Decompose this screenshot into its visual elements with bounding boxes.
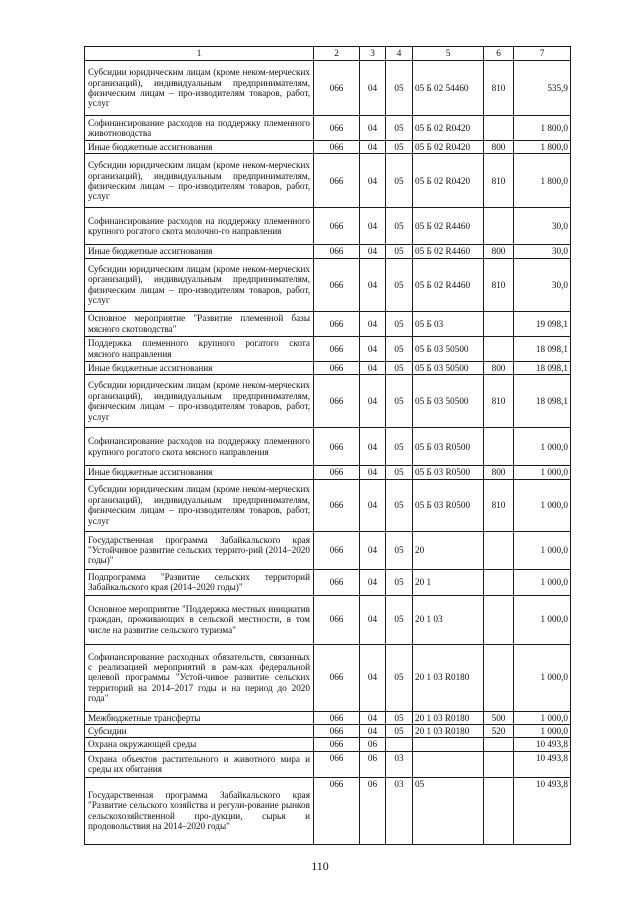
row-amount: 18 098,1 <box>514 375 571 428</box>
table-row <box>85 595 571 644</box>
row-ministry-code: 066 <box>314 725 360 738</box>
row-subsection: 05 <box>386 466 413 479</box>
row-section: 04 <box>360 258 386 311</box>
row-ministry-code: 066 <box>314 311 360 336</box>
row-ministry-code: 066 <box>314 245 360 258</box>
table-row <box>85 336 571 361</box>
row-expense-type <box>484 777 514 844</box>
row-subsection <box>386 738 413 751</box>
row-amount: 1 800,0 <box>514 116 571 141</box>
table-row <box>85 141 571 154</box>
row-name: Субсидии юридическим лицам (кроме неком-мерческих организаций), индивидуальным предпринимателям, физическим лицам – про-изводителям товаров, работ, услуг <box>85 375 314 428</box>
row-name: Софинансирование расходов на поддержку племенного крупного рогатого скота мясного направления <box>85 428 314 466</box>
column-header: 2 <box>314 47 360 61</box>
row-target-article: 05 Б 03 R0500 <box>413 428 484 466</box>
column-header: 1 <box>85 47 314 61</box>
table-row <box>85 208 571 245</box>
row-expense-type: 500 <box>484 711 514 724</box>
budget-table <box>84 46 571 845</box>
table-row <box>85 375 571 428</box>
row-subsection: 03 <box>386 751 413 777</box>
row-ministry-code: 066 <box>314 361 360 374</box>
table-row <box>85 361 571 374</box>
row-section: 04 <box>360 428 386 466</box>
table-row <box>85 61 571 116</box>
table-row <box>85 258 571 311</box>
row-ministry-code: 066 <box>314 466 360 479</box>
row-expense-type: 810 <box>484 154 514 208</box>
table-row <box>85 154 571 208</box>
row-subsection: 05 <box>386 154 413 208</box>
row-ministry-code: 066 <box>314 777 360 844</box>
row-expense-type: 800 <box>484 245 514 258</box>
row-expense-type: 810 <box>484 258 514 311</box>
row-target-article: 05 Б 02 R4460 <box>413 208 484 245</box>
row-expense-type: 800 <box>484 141 514 154</box>
row-section: 04 <box>360 154 386 208</box>
row-subsection: 05 <box>386 258 413 311</box>
row-subsection: 05 <box>386 595 413 644</box>
row-ministry-code: 066 <box>314 154 360 208</box>
row-amount: 1 000,0 <box>514 531 571 569</box>
row-section: 04 <box>360 569 386 595</box>
row-section: 04 <box>360 466 386 479</box>
row-target-article: 20 1 03 R0180 <box>413 725 484 738</box>
row-name: Субсидии <box>85 725 314 738</box>
row-ministry-code: 066 <box>314 751 360 777</box>
row-ministry-code: 066 <box>314 208 360 245</box>
row-amount: 535,9 <box>514 61 571 116</box>
row-section: 04 <box>360 531 386 569</box>
row-amount: 1 000,0 <box>514 466 571 479</box>
row-target-article <box>413 738 484 751</box>
table-row <box>85 466 571 479</box>
table-row <box>85 738 571 751</box>
row-ministry-code: 066 <box>314 336 360 361</box>
row-amount: 1 800,0 <box>514 154 571 208</box>
row-name: Софинансирование расходов на поддержку племенного крупного рогатого скота молочно-го направления <box>85 208 314 245</box>
row-expense-type <box>484 569 514 595</box>
column-header: 7 <box>514 47 571 61</box>
row-ministry-code: 066 <box>314 116 360 141</box>
row-name: Софинансирование расходов на поддержку племенного животноводства <box>85 116 314 141</box>
row-amount: 10 493,8 <box>514 751 571 777</box>
row-expense-type <box>484 595 514 644</box>
row-section: 04 <box>360 479 386 531</box>
row-subsection: 03 <box>386 777 413 844</box>
column-header: 6 <box>484 47 514 61</box>
row-target-article: 05 Б 02 R4460 <box>413 258 484 311</box>
row-section: 04 <box>360 116 386 141</box>
row-amount: 19 098,1 <box>514 311 571 336</box>
row-name: Государственная программа Забайкальского края "Устойчивое развитие сельских террито-рий (2014–2020 годы)" <box>85 531 314 569</box>
table-row <box>85 644 571 711</box>
row-section: 04 <box>360 595 386 644</box>
row-ministry-code: 066 <box>314 258 360 311</box>
row-name: Подпрограмма "Развитие сельских территорий Забайкальского края (2014–2020 годы)" <box>85 569 314 595</box>
row-target-article: 05 Б 03 R0500 <box>413 479 484 531</box>
row-subsection: 05 <box>386 361 413 374</box>
row-amount: 1 000,0 <box>514 595 571 644</box>
row-target-article: 20 1 03 <box>413 595 484 644</box>
row-amount: 1 000,0 <box>514 569 571 595</box>
row-target-article: 05 Б 03 <box>413 311 484 336</box>
row-name: Поддержка племенного крупного рогатого скота мясного направления <box>85 336 314 361</box>
row-section: 04 <box>360 725 386 738</box>
row-subsection: 05 <box>386 428 413 466</box>
row-target-article: 05 Б 02 R0420 <box>413 141 484 154</box>
row-section: 04 <box>360 245 386 258</box>
table-body <box>85 61 571 845</box>
row-expense-type <box>484 644 514 711</box>
row-name: Иные бюджетные ассигнования <box>85 361 314 374</box>
table-row <box>85 245 571 258</box>
row-ministry-code: 066 <box>314 711 360 724</box>
row-target-article: 05 Б 02 R4460 <box>413 245 484 258</box>
row-ministry-code: 066 <box>314 61 360 116</box>
row-ministry-code: 066 <box>314 531 360 569</box>
row-ministry-code: 066 <box>314 644 360 711</box>
row-target-article: 05 <box>413 777 484 844</box>
row-section: 06 <box>360 777 386 844</box>
row-subsection: 05 <box>386 569 413 595</box>
row-expense-type: 800 <box>484 466 514 479</box>
row-name: Субсидии юридическим лицам (кроме неком-мерческих организаций), индивидуальным предпринимателям, физическим лицам – про-изводителям товаров, работ, услуг <box>85 154 314 208</box>
row-name: Софинансирование расходных обязательств, связанных с реализацией мероприятий в рам-ках федеральной целевой программы "Устой-чивое развитие сельских территорий на 2014–2017 годы и на период до 2020 года" <box>85 644 314 711</box>
row-name: Государственная программа Забайкальского края "Развитие сельского хозяйства и регули-рование рынков сельскохозяйственной про-дукции, сырья и продовольствия на 2014–2020 годы" <box>85 777 314 844</box>
table-row <box>85 428 571 466</box>
row-amount: 1 000,0 <box>514 428 571 466</box>
table-row <box>85 116 571 141</box>
row-section: 06 <box>360 738 386 751</box>
row-section: 04 <box>360 361 386 374</box>
row-name: Основное мероприятие "Поддержка местных инициатив граждан, проживающих в сельской местности, в том числе на развитие сельского туризма" <box>85 595 314 644</box>
column-header: 4 <box>386 47 413 61</box>
row-amount: 1 000,0 <box>514 725 571 738</box>
row-amount: 10 493,8 <box>514 777 571 844</box>
row-name: Охрана окружающей среды <box>85 738 314 751</box>
row-expense-type <box>484 738 514 751</box>
row-target-article: 20 1 <box>413 569 484 595</box>
row-expense-type <box>484 116 514 141</box>
row-amount: 1 000,0 <box>514 644 571 711</box>
row-expense-type: 800 <box>484 361 514 374</box>
row-section: 04 <box>360 336 386 361</box>
row-section: 04 <box>360 61 386 116</box>
row-ministry-code: 066 <box>314 738 360 751</box>
row-amount: 1 000,0 <box>514 479 571 531</box>
row-expense-type <box>484 751 514 777</box>
page-number: 110 <box>311 859 329 873</box>
row-amount: 30,0 <box>514 258 571 311</box>
row-target-article: 20 1 03 R0180 <box>413 644 484 711</box>
row-expense-type: 810 <box>484 479 514 531</box>
row-ministry-code: 066 <box>314 595 360 644</box>
row-subsection: 05 <box>386 644 413 711</box>
row-section: 04 <box>360 141 386 154</box>
row-subsection: 05 <box>386 711 413 724</box>
row-subsection: 05 <box>386 116 413 141</box>
row-subsection: 05 <box>386 141 413 154</box>
row-expense-type <box>484 428 514 466</box>
table-row <box>85 569 571 595</box>
header-row <box>85 47 571 61</box>
row-subsection: 05 <box>386 336 413 361</box>
row-amount: 1 800,0 <box>514 141 571 154</box>
row-subsection: 05 <box>386 208 413 245</box>
row-name: Субсидии юридическим лицам (кроме неком-мерческих организаций), индивидуальным предпринимателям, физическим лицам – про-изводителям товаров, работ, услуг <box>85 61 314 116</box>
row-name: Иные бюджетные ассигнования <box>85 141 314 154</box>
row-amount: 10 493,8 <box>514 738 571 751</box>
row-ministry-code: 066 <box>314 375 360 428</box>
row-amount: 30,0 <box>514 208 571 245</box>
row-section: 06 <box>360 751 386 777</box>
table-row <box>85 751 571 777</box>
column-header: 5 <box>413 47 484 61</box>
row-target-article: 05 Б 03 R0500 <box>413 466 484 479</box>
row-target-article: 05 Б 02 R0420 <box>413 154 484 208</box>
row-name: Охрана объектов растительного и животного мира и среды их обитания <box>85 751 314 777</box>
row-amount: 30,0 <box>514 245 571 258</box>
row-subsection: 05 <box>386 311 413 336</box>
table-row <box>85 531 571 569</box>
row-section: 04 <box>360 375 386 428</box>
row-subsection: 05 <box>386 479 413 531</box>
row-expense-type <box>484 336 514 361</box>
row-name: Субсидии юридическим лицам (кроме неком-мерческих организаций), индивидуальным предпринимателям, физическим лицам – про-изводителям товаров, работ, услуг <box>85 479 314 531</box>
row-expense-type: 810 <box>484 61 514 116</box>
column-header: 3 <box>360 47 386 61</box>
table-row <box>85 777 571 844</box>
row-expense-type: 810 <box>484 375 514 428</box>
row-expense-type: 520 <box>484 725 514 738</box>
row-name: Субсидии юридическим лицам (кроме неком-мерческих организаций), индивидуальным предпринимателям, физическим лицам – про-изводителям товаров, работ, услуг <box>85 258 314 311</box>
row-subsection: 05 <box>386 725 413 738</box>
row-expense-type <box>484 531 514 569</box>
row-target-article <box>413 751 484 777</box>
table-row <box>85 479 571 531</box>
row-ministry-code: 066 <box>314 479 360 531</box>
row-name: Иные бюджетные ассигнования <box>85 466 314 479</box>
row-target-article: 20 <box>413 531 484 569</box>
row-ministry-code: 066 <box>314 569 360 595</box>
row-target-article: 05 Б 03 50500 <box>413 361 484 374</box>
row-target-article: 05 Б 03 50500 <box>413 336 484 361</box>
row-target-article: 05 Б 02 54460 <box>413 61 484 116</box>
row-target-article: 05 Б 02 R0420 <box>413 116 484 141</box>
row-subsection: 05 <box>386 61 413 116</box>
row-section: 04 <box>360 208 386 245</box>
table-row <box>85 725 571 738</box>
row-subsection: 05 <box>386 531 413 569</box>
row-expense-type <box>484 208 514 245</box>
row-amount: 18 098,1 <box>514 361 571 374</box>
row-subsection: 05 <box>386 245 413 258</box>
row-subsection: 05 <box>386 375 413 428</box>
row-ministry-code: 066 <box>314 428 360 466</box>
row-section: 04 <box>360 711 386 724</box>
row-amount: 1 000,0 <box>514 711 571 724</box>
table-row <box>85 311 571 336</box>
row-name: Основное мероприятие "Развитие племенной базы мясного скотоводства" <box>85 311 314 336</box>
row-target-article: 05 Б 03 50500 <box>413 375 484 428</box>
row-amount: 18 098,1 <box>514 336 571 361</box>
row-name: Межбюджетные трансферты <box>85 711 314 724</box>
row-section: 04 <box>360 311 386 336</box>
row-ministry-code: 066 <box>314 141 360 154</box>
row-target-article: 20 1 03 R0180 <box>413 711 484 724</box>
row-expense-type <box>484 311 514 336</box>
row-section: 04 <box>360 644 386 711</box>
table-row <box>85 711 571 724</box>
row-name: Иные бюджетные ассигнования <box>85 245 314 258</box>
